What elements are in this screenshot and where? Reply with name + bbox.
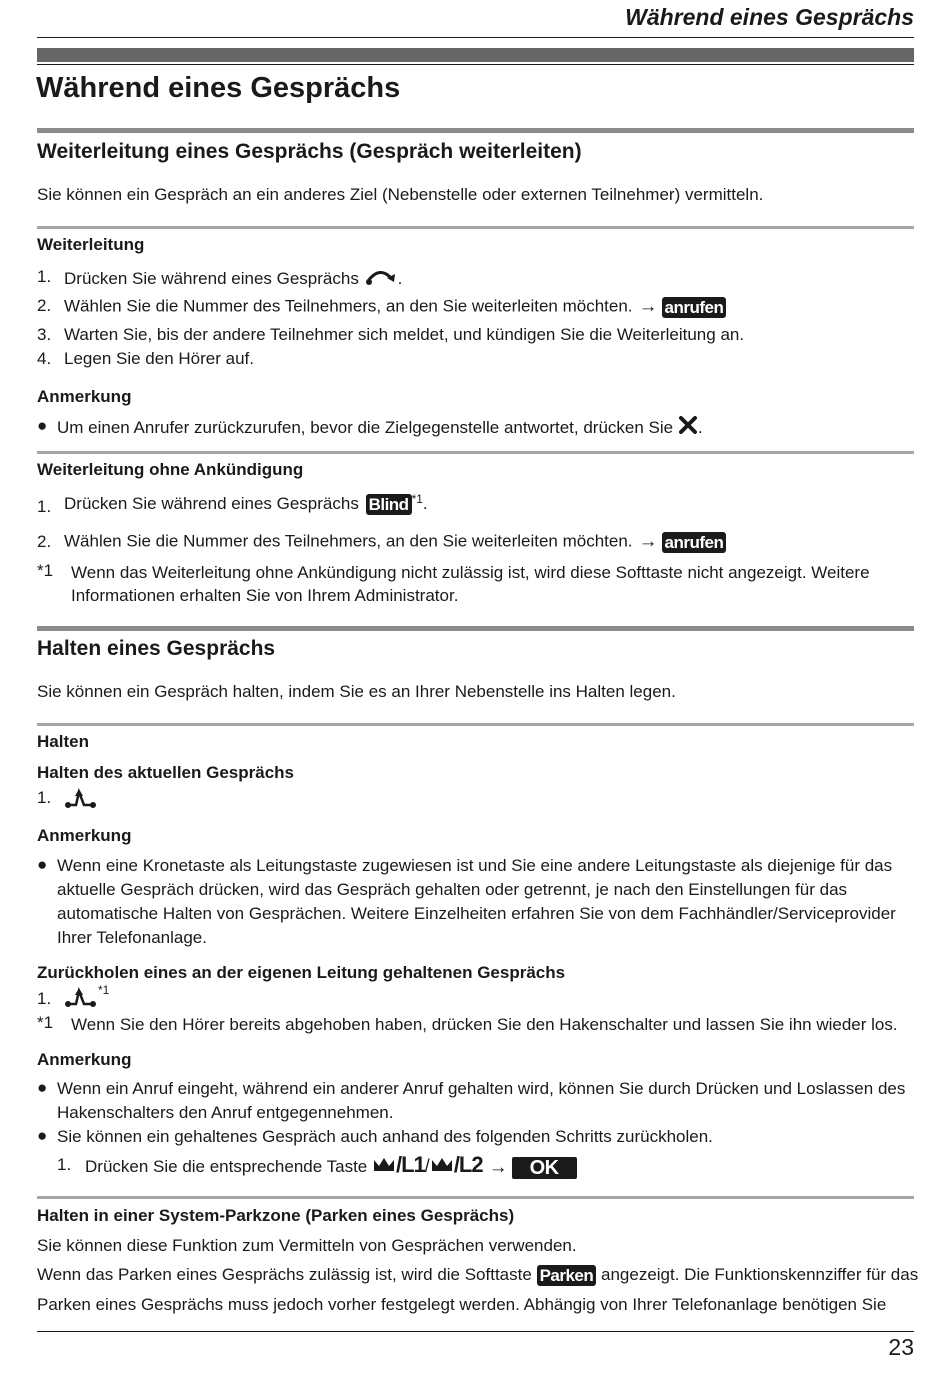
subsection-rule xyxy=(37,451,914,454)
step-number: 1. xyxy=(37,989,52,1008)
step-text xyxy=(64,494,428,515)
page-title: Während eines Gesprächs xyxy=(36,72,401,104)
substep-number: 1. xyxy=(57,1155,72,1174)
page-number: 23 xyxy=(888,1334,914,1360)
footnote-ref: *1 xyxy=(411,492,423,506)
subsubsection-title-current: Halten des aktuellen Gesprächs xyxy=(37,763,294,782)
step-icon-row xyxy=(64,985,109,1014)
crown-icon xyxy=(372,1156,396,1179)
header-rule-bottom xyxy=(37,64,914,65)
line-key-l2: /L2 xyxy=(453,1152,483,1177)
step-after: . xyxy=(422,494,428,513)
subsection-rule xyxy=(37,723,914,726)
footer-rule xyxy=(37,1331,914,1332)
section-rule xyxy=(37,626,914,631)
park-text-before: Wenn das Parken eines Gesprächs zulässig ist, wird die Softtaste xyxy=(37,1265,532,1284)
bullet-icon: ● xyxy=(37,416,48,435)
section-title-hold: Halten eines Gesprächs xyxy=(37,637,276,660)
footnote-text: Wenn das Weiterleitung ohne Ankündigung nicht zulässig ist, wird diese Softtaste nicht angezeigt. Weitere Informationen erhalten Sie von Ihrem Administrator. xyxy=(71,563,870,605)
step-text: Warten Sie, bis der andere Teilnehmer sich meldet, und kündigen Sie die Weiterleitung an. xyxy=(64,325,745,344)
bullet-icon: ● xyxy=(37,855,48,874)
note-text: Wenn eine Kronetaste als Leitungstaste zugewiesen ist und Sie eine andere Leitungstaste als diejenige für das aktuelle Gespräch drücken, wird das Gespräch gehalten oder getrennt, je nach den Einstellungen für das automatische Halten von Gesprächen. Weitere Einzelheiten erfahren Sie von dem Fachhändler/Serviceprovider Ihrer Telefonanlage. xyxy=(57,856,896,947)
note-title: Anmerkung xyxy=(37,387,132,406)
note-label: Um einen Anrufer zurückzurufen, bevor die Zielgegenstelle antwortet, drücken Sie xyxy=(57,418,674,437)
note-title: Anmerkung xyxy=(37,1050,132,1069)
bullet-icon: ● xyxy=(37,1078,48,1097)
note-after: . xyxy=(697,418,703,437)
line-key-l1: /L1 xyxy=(396,1152,425,1177)
arrow-right-icon: → xyxy=(638,531,658,552)
subsection-title-park: Halten in einer System-Parkzone (Parken eines Gesprächs) xyxy=(37,1206,515,1225)
ok-key: OK xyxy=(512,1157,577,1179)
subsection-title-hold: Halten xyxy=(37,732,89,751)
transfer-icon xyxy=(364,267,398,292)
park-text-3: Parken eines Gesprächs muss jedoch vorher festgelegt werden. Abhängig von Ihrer Telefonanlage benötigen Sie xyxy=(37,1295,887,1314)
arrow-right-icon: → xyxy=(488,1156,508,1178)
substep-text xyxy=(85,1152,577,1179)
hold-icon xyxy=(64,786,98,815)
step-text xyxy=(64,531,726,553)
hold-icon xyxy=(64,985,98,1014)
park-text-after: angezeigt. Die Funktionskennziffer für das xyxy=(601,1265,919,1284)
subsection-title-blind: Weiterleitung ohne Ankündigung xyxy=(37,460,304,479)
header-bar xyxy=(37,48,914,62)
step-number: 4. xyxy=(37,349,52,368)
footnote-ref: *1 xyxy=(98,983,110,997)
bullet-icon: ● xyxy=(37,1126,48,1145)
step-label: Wählen Sie die Nummer des Teilnehmers, an den Sie weiterleiten möchten. xyxy=(64,296,633,316)
hold-intro: Sie können ein Gespräch halten, indem Sie es an Ihrer Nebenstelle ins Halten legen. xyxy=(37,682,676,701)
cancel-x-icon xyxy=(678,416,698,441)
step-label: Wählen Sie die Nummer des Teilnehmers, an den Sie weiterleiten möchten. xyxy=(64,531,633,551)
subsection-title-transfer: Weiterleitung xyxy=(37,235,145,254)
section-rule xyxy=(37,128,914,133)
step-number: 2. xyxy=(37,296,52,315)
note-text xyxy=(57,416,912,441)
step-after: . xyxy=(397,268,403,288)
section-title-transfer: Weiterleitung eines Gesprächs (Gespräch weiterleiten) xyxy=(37,140,582,163)
softkey-anrufen: anrufen xyxy=(662,297,727,318)
park-text-2 xyxy=(37,1263,919,1287)
subsection-rule xyxy=(37,226,914,229)
softkey-blind: Blind xyxy=(366,494,412,515)
step-icon-row xyxy=(64,786,98,815)
note-text: Sie können ein gehaltenes Gespräch auch anhand des folgenden Schritts zurückholen. xyxy=(57,1127,713,1146)
step-number: 1. xyxy=(37,497,52,516)
step-number: 1. xyxy=(37,788,52,807)
running-header: Während eines Gesprächs xyxy=(625,4,914,30)
transfer-intro: Sie können ein Gespräch an ein anderes Ziel (Nebenstelle oder externen Teilnehmer) vermitteln. xyxy=(37,185,764,204)
step-label: Drücken Sie während eines Gesprächs xyxy=(64,268,359,288)
substep-label: Drücken Sie die entsprechende Taste xyxy=(85,1157,368,1176)
footnote-mark: *1 xyxy=(37,561,54,580)
footnote-text: Wenn Sie den Hörer bereits abgehoben haben, drücken Sie den Hakenschalter und lassen Sie ihn wieder los. xyxy=(71,1015,898,1034)
step-number: 1. xyxy=(37,267,52,286)
step-text: Legen Sie den Hörer auf. xyxy=(64,349,254,368)
header-rule xyxy=(37,37,914,38)
step-text xyxy=(64,296,726,318)
subsection-rule xyxy=(37,1196,914,1199)
park-text-1: Sie können diese Funktion zum Vermitteln von Gesprächen verwenden. xyxy=(37,1236,577,1255)
softkey-parken: Parken xyxy=(537,1265,597,1286)
step-number: 2. xyxy=(37,532,52,551)
step-label: Drücken Sie während eines Gesprächs xyxy=(64,494,359,513)
subsubsection-title-retrieve: Zurückholen eines an der eigenen Leitung gehaltenen Gesprächs xyxy=(37,963,566,982)
note-text: Wenn ein Anruf eingeht, während ein anderer Anruf gehalten wird, können Sie durch Drücken und Loslassen des Hakenschalters den Anruf entgegennehmen. xyxy=(57,1079,906,1122)
arrow-right-icon: → xyxy=(638,296,658,317)
slash-separator: / xyxy=(424,1156,430,1176)
step-text xyxy=(64,267,402,292)
softkey-anrufen: anrufen xyxy=(662,532,727,553)
step-number: 3. xyxy=(37,325,52,344)
note-title: Anmerkung xyxy=(37,826,132,845)
crown-icon xyxy=(430,1156,454,1179)
footnote-mark: *1 xyxy=(37,1013,54,1032)
